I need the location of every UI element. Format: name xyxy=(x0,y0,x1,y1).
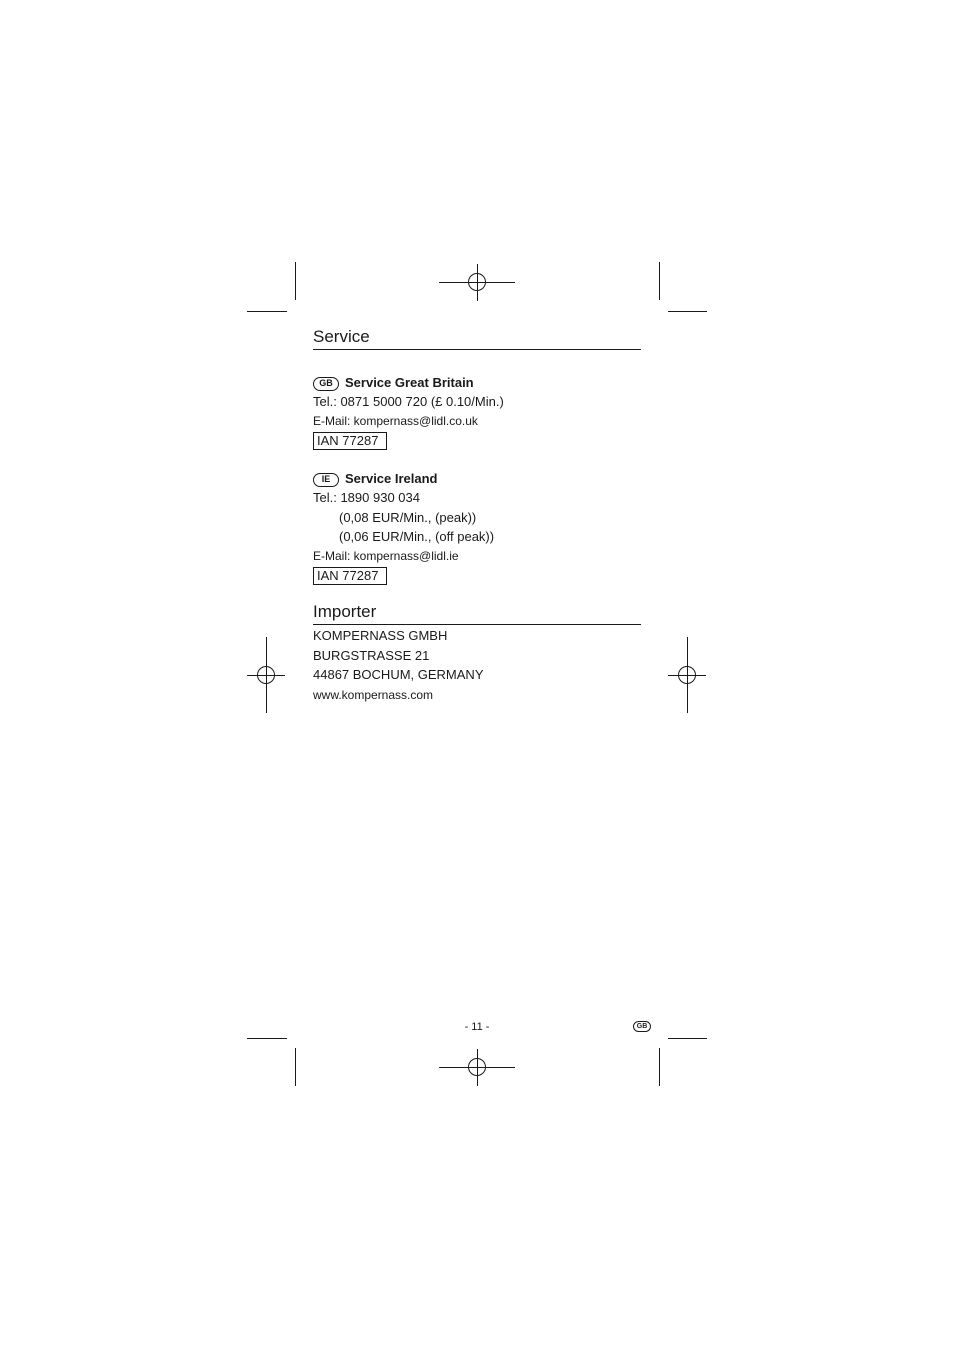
crop-mark xyxy=(668,1038,707,1039)
crop-mark xyxy=(659,262,660,300)
service-ie-email: E-Mail: kompernass@lidl.ie xyxy=(313,549,459,563)
gb-country-badge: GB xyxy=(313,377,339,391)
service-gb-title: Service Great Britain xyxy=(345,375,474,390)
importer-city: 44867 BOCHUM, GERMANY xyxy=(313,667,484,682)
importer-heading: Importer xyxy=(313,602,641,625)
crop-mark xyxy=(247,1038,287,1039)
crop-mark xyxy=(659,1048,660,1086)
service-ie-title: Service Ireland xyxy=(345,471,438,486)
registration-circle xyxy=(678,666,696,684)
service-gb-tel: Tel.: 0871 5000 720 (£ 0.10/Min.) xyxy=(313,394,504,409)
importer-website: www.kompernass.com xyxy=(313,688,434,702)
page-number: - 11 - xyxy=(464,1021,490,1033)
crop-mark xyxy=(247,311,287,312)
service-ie-title-row xyxy=(313,471,438,487)
service-gb-title-row xyxy=(313,375,474,391)
ie-country-badge: IE xyxy=(313,473,339,487)
registration-circle xyxy=(468,273,486,291)
service-gb-ian: IAN 77287 xyxy=(313,432,387,450)
registration-circle xyxy=(468,1058,486,1076)
registration-circle xyxy=(257,666,275,684)
importer-company: KOMPERNASS GMBH xyxy=(313,628,448,643)
crop-mark xyxy=(295,1048,296,1086)
service-ie-rate-offpeak: (0,06 EUR/Min., (off peak)) xyxy=(339,529,495,544)
crop-mark xyxy=(295,262,296,300)
service-ie-tel: Tel.: 1890 930 034 xyxy=(313,490,420,505)
service-heading: Service xyxy=(313,327,641,350)
crop-mark xyxy=(668,311,707,312)
service-ie-rate-peak: (0,08 EUR/Min., (peak)) xyxy=(339,510,477,525)
service-gb-email: E-Mail: kompernass@lidl.co.uk xyxy=(313,414,478,428)
footer-gb-badge: GB xyxy=(633,1021,651,1032)
service-ie-ian: IAN 77287 xyxy=(313,567,387,585)
importer-street: BURGSTRASSE 21 xyxy=(313,648,430,663)
